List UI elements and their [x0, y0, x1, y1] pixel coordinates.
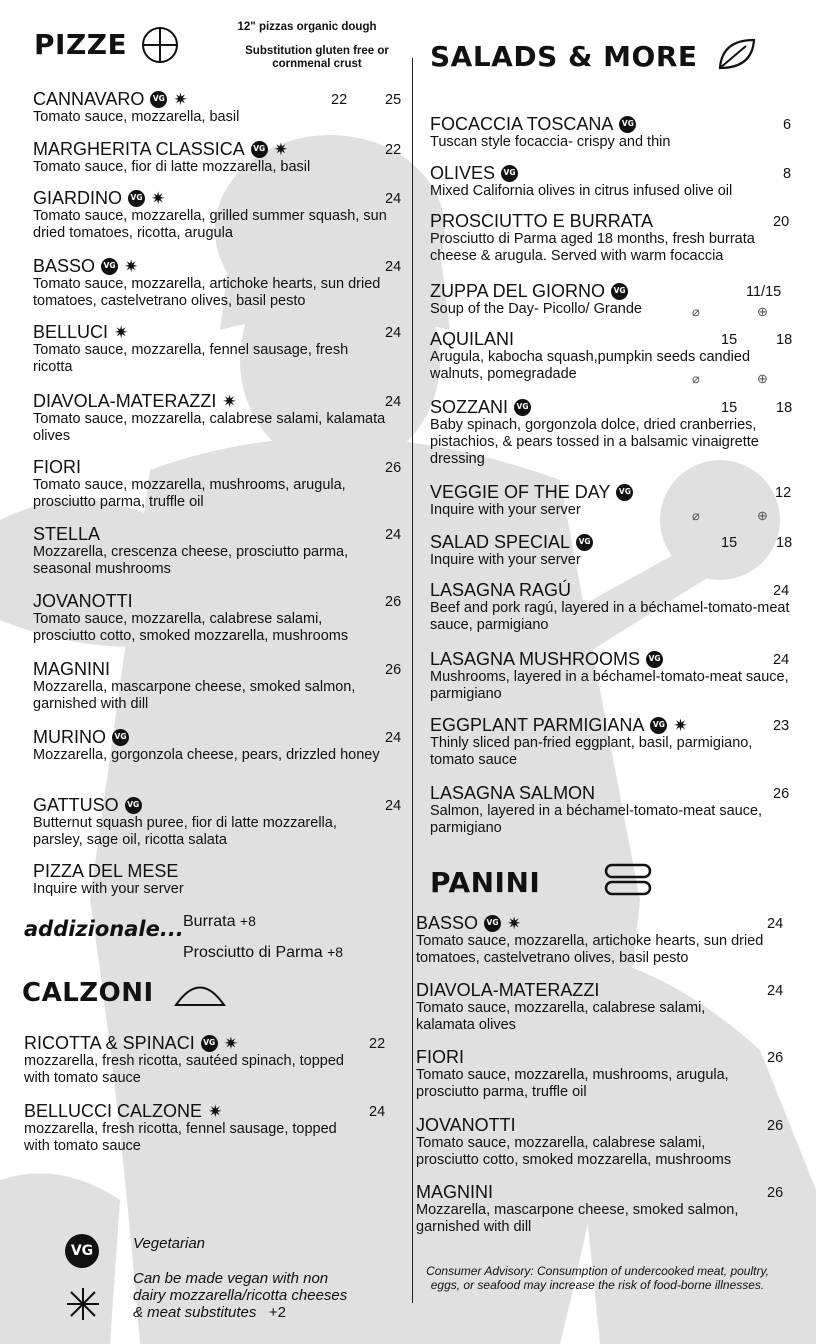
- menu-item: [33, 659, 388, 713]
- pizze-title: PIZZE: [34, 28, 128, 61]
- leaf-icon: ⌀: [692, 371, 700, 386]
- item-price: 15: [721, 332, 738, 348]
- item-name: LASAGNA RAGÚ: [430, 580, 572, 600]
- vg-icon: VG: [101, 258, 118, 275]
- vegan-legend-icon: [65, 1286, 101, 1322]
- item-price: 24: [385, 798, 402, 814]
- item-name-row: [430, 211, 795, 231]
- item-name-row: [430, 397, 795, 417]
- item-price: 24: [767, 916, 784, 932]
- menu-item: [416, 980, 766, 1034]
- calzone-icon: [173, 978, 227, 1008]
- item-name-row: [24, 1101, 354, 1121]
- menu-item: [416, 1047, 766, 1101]
- item-name: BELLUCI: [33, 322, 109, 342]
- item-name-row: [430, 715, 795, 735]
- item-name: FOCACCIA TOSCANA: [430, 114, 614, 134]
- item-price: 24: [385, 325, 402, 341]
- menu-item: [430, 532, 795, 569]
- item-price: 26: [767, 1118, 784, 1134]
- item-price: 26: [767, 1185, 784, 1201]
- menu-item: [430, 211, 795, 265]
- item-description: mozzarella, fresh ricotta, sautéed spinach, topped with tomato sauce: [24, 1053, 344, 1086]
- item-name: GATTUSO: [33, 795, 119, 815]
- vg-icon: VG: [125, 797, 142, 814]
- item-name: MURINO: [33, 727, 106, 747]
- menu-item: [430, 715, 795, 769]
- item-name-row: [430, 163, 795, 183]
- item-name-row: [33, 795, 388, 815]
- panini-title: PANINI: [430, 866, 541, 899]
- item-name: DIAVOLA-MATERAZZI: [416, 980, 600, 1000]
- vg-icon: VG: [112, 729, 129, 746]
- menu-item: [430, 397, 795, 468]
- vg-icon: VG: [150, 91, 167, 108]
- item-name: OLIVES: [430, 163, 496, 183]
- item-name: VEGGIE OF THE DAY: [430, 482, 611, 502]
- item-description: Mozzarella, crescenza cheese, prosciutto parma, seasonal mushrooms: [33, 544, 349, 577]
- item-name-row: [430, 114, 795, 134]
- addizionale-price: +8: [239, 913, 256, 929]
- item-name: ZUPPA DEL GIORNO: [430, 281, 606, 301]
- vg-legend-icon: VG: [65, 1234, 99, 1268]
- item-name: MAGNINI: [416, 1182, 494, 1202]
- item-price: 26: [773, 786, 790, 802]
- menu-item: [33, 861, 388, 898]
- item-description: Baby spinach, gorgonzola dolce, dried cranberries, pistachios, & pears tossed in a balsamic vinaigrette dressing: [430, 417, 759, 467]
- item-name: GIARDINO: [33, 188, 123, 208]
- menu-item: [430, 329, 795, 383]
- item-description: Tomato sauce, mozzarella, grilled summer squash, sun dried tomatoes, ricotta, arugula: [33, 208, 387, 241]
- menu-item: [33, 524, 388, 578]
- item-price-large: 18: [776, 535, 793, 551]
- menu-item: [24, 1101, 354, 1155]
- item-price: 22: [331, 92, 348, 108]
- item-name-row: [416, 1182, 766, 1202]
- item-price: 20: [773, 214, 790, 230]
- item-name-row: [33, 659, 388, 679]
- item-name: MARGHERITA CLASSICA: [33, 139, 245, 159]
- item-name-row: [416, 1115, 766, 1135]
- item-name: STELLA: [33, 524, 101, 544]
- panini-icon: [604, 863, 652, 897]
- vg-icon: VG: [650, 717, 667, 734]
- menu-item: [33, 139, 388, 176]
- item-name-row: [416, 913, 766, 933]
- item-price: 26: [767, 1050, 784, 1066]
- item-price: 15: [721, 400, 738, 416]
- pizza-icon: ⊕: [757, 508, 768, 523]
- menu-item: [430, 649, 795, 703]
- column-divider: [412, 58, 413, 1303]
- item-price: 24: [369, 1104, 386, 1120]
- pizza-icon: ⊕: [757, 304, 768, 319]
- item-name: FIORI: [33, 457, 81, 477]
- vegan-star-icon: ✷: [273, 139, 288, 159]
- vg-icon: VG: [611, 283, 628, 300]
- item-name: AQUILANI: [430, 329, 515, 349]
- item-name-row: [430, 649, 795, 669]
- vg-icon: VG: [484, 915, 501, 932]
- item-description: Tomato sauce, mozzarella, mushrooms, arugula, prosciutto parma, truffle oil: [416, 1067, 729, 1100]
- item-description: Salmon, layered in a béchamel-tomato-meat sauce, parmigiano: [430, 803, 763, 836]
- item-description: Thinly sliced pan-fried eggplant, basil, parmigiano, tomato sauce: [430, 735, 753, 768]
- vegan-star-icon: ✷: [173, 89, 188, 109]
- item-price: 15: [721, 535, 738, 551]
- item-name-row: [33, 322, 388, 342]
- vegan-legend-price: +2: [268, 1304, 287, 1321]
- menu-item: [33, 457, 388, 511]
- item-name-row: [33, 861, 388, 881]
- vg-icon: VG: [576, 534, 593, 551]
- item-description: Arugula, kabocha squash,pumpkin seeds candied walnuts, pomegradade: [430, 349, 751, 382]
- salads-title: SALADS & MORE: [430, 40, 698, 73]
- item-name-row: [24, 1033, 354, 1053]
- menu-item: [416, 1182, 766, 1236]
- addizionale-name: Prosciutto di Parma: [183, 944, 323, 961]
- item-price: 24: [385, 527, 402, 543]
- item-description: Tomato sauce, mozzarella, calabrese salami, kalamata olives: [416, 1000, 706, 1033]
- calzoni-title: CALZONI: [22, 978, 154, 1008]
- item-description: Beef and pork ragú, layered in a béchamel-tomato-meat sauce, parmigiano: [430, 600, 790, 633]
- menu-item: [33, 256, 388, 310]
- pizza-icon: ⊕: [757, 371, 768, 386]
- item-price: 26: [385, 460, 402, 476]
- item-description: Tomato sauce, fior di latte mozzarella, basil: [33, 159, 311, 175]
- item-name-row: [430, 580, 795, 600]
- item-price-large: 18: [776, 332, 793, 348]
- menu-item: [33, 727, 388, 764]
- vegan-star-icon: ✷: [114, 322, 129, 342]
- vegan-legend-label: [133, 1270, 358, 1321]
- item-description: Butternut squash puree, fior di latte mozzarella, parsley, sage oil, ricotta salata: [33, 815, 337, 848]
- leaf-icon: ⌀: [692, 508, 700, 523]
- item-description: Tomato sauce, mozzarella, calabrese salami, prosciutto cotto, smoked mozzarella, mushrooms: [33, 611, 349, 644]
- addizionale-price: +8: [327, 944, 344, 960]
- item-price: 24: [767, 983, 784, 999]
- item-price: 8: [783, 166, 792, 182]
- item-name: JOVANOTTI: [416, 1115, 516, 1135]
- item-name: BELLUCCI CALZONE: [24, 1101, 203, 1121]
- menu-item: [416, 1115, 766, 1169]
- vg-icon: VG: [201, 1035, 218, 1052]
- item-name-row: [430, 783, 795, 803]
- menu-item: [24, 1033, 354, 1087]
- pizza-icon: [141, 26, 179, 64]
- item-price: 24: [385, 394, 402, 410]
- item-description: Tomato sauce, mozzarella, calabrese salami, kalamata olives: [33, 411, 386, 444]
- item-price: 24: [773, 652, 790, 668]
- item-name-row: [33, 391, 388, 411]
- item-description: mozzarella, fresh ricotta, fennel sausage, topped with tomato sauce: [24, 1121, 337, 1154]
- item-name-row: [33, 591, 388, 611]
- item-name: JOVANOTTI: [33, 591, 133, 611]
- item-name: MAGNINI: [33, 659, 111, 679]
- item-price: 23: [773, 718, 790, 734]
- vegan-star-icon: ✷: [673, 715, 688, 735]
- item-name-row: [430, 482, 795, 502]
- vegan-star-icon: ✷: [124, 256, 139, 276]
- item-description: Inquire with your server: [430, 502, 581, 518]
- item-name-row: [33, 256, 388, 276]
- item-description: Tuscan style focaccia- crispy and thin: [430, 134, 671, 150]
- vegan-star-icon: ✷: [222, 391, 237, 411]
- addizionale-title: addizionale...: [24, 917, 184, 941]
- addizionale-item: [183, 913, 256, 931]
- item-name-row: [33, 188, 388, 208]
- menu-item: [416, 913, 766, 967]
- menu-item: [33, 591, 388, 645]
- item-price: 24: [385, 191, 402, 207]
- menu-item: [33, 391, 388, 445]
- item-description: Mozzarella, gorgonzola cheese, pears, drizzled honey: [33, 747, 380, 763]
- item-name: SOZZANI: [430, 397, 509, 417]
- leaf-icon: [716, 36, 758, 72]
- item-price: 22: [369, 1036, 386, 1052]
- item-description: Mozzarella, mascarpone cheese, smoked salmon, garnished with dill: [33, 679, 356, 712]
- vegan-legend-text: Can be made vegan with non dairy mozzarella/ricotta cheeses & meat substitutes: [133, 1270, 348, 1321]
- item-name-row: [430, 329, 795, 349]
- pizza-size-note: 12" pizzas organic dough: [237, 21, 377, 33]
- vg-icon: VG: [501, 165, 518, 182]
- item-description: Tomato sauce, mozzarella, artichoke hearts, sun dried tomatoes, castelvetrano olives, basil pesto: [416, 933, 764, 966]
- item-description: Tomato sauce, mozzarella, artichoke hearts, sun dried tomatoes, castelvetrano olives, basil pesto: [33, 276, 381, 309]
- vegan-star-icon: ✷: [223, 1033, 238, 1053]
- addizionale-name: Burrata: [183, 913, 236, 930]
- menu-item: [430, 163, 795, 200]
- menu-item: [430, 482, 795, 519]
- item-description: Prosciutto di Parma aged 18 months, fresh burrata cheese & arugula. Served with warm focaccia: [430, 231, 755, 264]
- crust-substitution-note: Substitution gluten free or cornmenal crust: [245, 45, 389, 70]
- menu-item: [430, 783, 795, 837]
- vg-icon: VG: [514, 399, 531, 416]
- item-name: EGGPLANT PARMIGIANA: [430, 715, 645, 735]
- item-name: PIZZA DEL MESE: [33, 861, 179, 881]
- item-price: 6: [783, 117, 792, 133]
- item-name: CANNAVARO: [33, 89, 145, 109]
- item-description: Tomato sauce, mozzarella, mushrooms, arugula, prosciutto parma, truffle oil: [33, 477, 346, 510]
- item-name-row: [33, 727, 388, 747]
- item-description: Mushrooms, layered in a béchamel-tomato-meat sauce, parmigiano: [430, 669, 789, 702]
- item-description: Tomato sauce, mozzarella, calabrese salami, prosciutto cotto, smoked mozzarella, mushrooms: [416, 1135, 732, 1168]
- item-description: Mixed California olives in citrus infused olive oil: [430, 183, 733, 199]
- menu-item: [33, 795, 388, 849]
- vg-icon: VG: [616, 484, 633, 501]
- vegan-star-icon: ✷: [151, 188, 166, 208]
- item-price: 24: [773, 583, 790, 599]
- item-price-large: 25: [385, 92, 402, 108]
- item-name: DIAVOLA-MATERAZZI: [33, 391, 217, 411]
- item-description: Tomato sauce, mozzarella, fennel sausage, fresh ricotta: [33, 342, 349, 375]
- item-price-large: 18: [776, 400, 793, 416]
- item-name: LASAGNA SALMON: [430, 783, 596, 803]
- item-name-row: [430, 532, 795, 552]
- vegan-star-icon: ✷: [507, 913, 522, 933]
- item-price: 22: [385, 142, 402, 158]
- item-name: RICOTTA & SPINACI: [24, 1033, 195, 1053]
- consumer-advisory: Consumer Advisory: Consumption of undercooked meat, poultry, eggs, or seafood may increase the risk of food-borne illnesses.: [426, 1264, 769, 1292]
- item-description: Tomato sauce, mozzarella, basil: [33, 109, 240, 125]
- item-name: LASAGNA MUSHROOMS: [430, 649, 641, 669]
- menu-item: [430, 580, 795, 634]
- item-price: 24: [385, 259, 402, 275]
- vg-icon: VG: [128, 190, 145, 207]
- item-name: BASSO: [33, 256, 96, 276]
- item-name: PROSCIUTTO E BURRATA: [430, 211, 654, 231]
- item-name: SALAD SPECIAL: [430, 532, 571, 552]
- leaf-icon: ⌀: [692, 304, 700, 319]
- vg-legend-label: Vegetarian: [133, 1235, 205, 1252]
- vg-icon: VG: [251, 141, 268, 158]
- item-price: 26: [385, 662, 402, 678]
- item-price: 26: [385, 594, 402, 610]
- item-price: 12: [775, 485, 792, 501]
- addizionale-item: [183, 944, 343, 962]
- item-price: 11/15: [746, 284, 782, 300]
- item-name-row: [33, 524, 388, 544]
- menu-item: [430, 281, 795, 318]
- item-description: Inquire with your server: [430, 552, 581, 568]
- vg-icon: VG: [619, 116, 636, 133]
- item-description: Inquire with your server: [33, 881, 184, 897]
- menu-item: [33, 322, 388, 376]
- item-name-row: [416, 1047, 766, 1067]
- item-name-row: [416, 980, 766, 1000]
- item-name: BASSO: [416, 913, 479, 933]
- menu-item: [33, 188, 388, 242]
- item-price: 24: [385, 730, 402, 746]
- menu-item: [430, 114, 795, 151]
- item-description: Mozzarella, mascarpone cheese, smoked salmon, garnished with dill: [416, 1202, 739, 1235]
- item-name-row: [33, 139, 388, 159]
- item-name-row: [33, 457, 388, 477]
- item-description: Soup of the Day- Picollo/ Grande: [430, 301, 642, 317]
- vg-icon: VG: [646, 651, 663, 668]
- vegan-star-icon: ✷: [208, 1101, 223, 1121]
- item-name-row: [430, 281, 795, 301]
- item-name: FIORI: [416, 1047, 464, 1067]
